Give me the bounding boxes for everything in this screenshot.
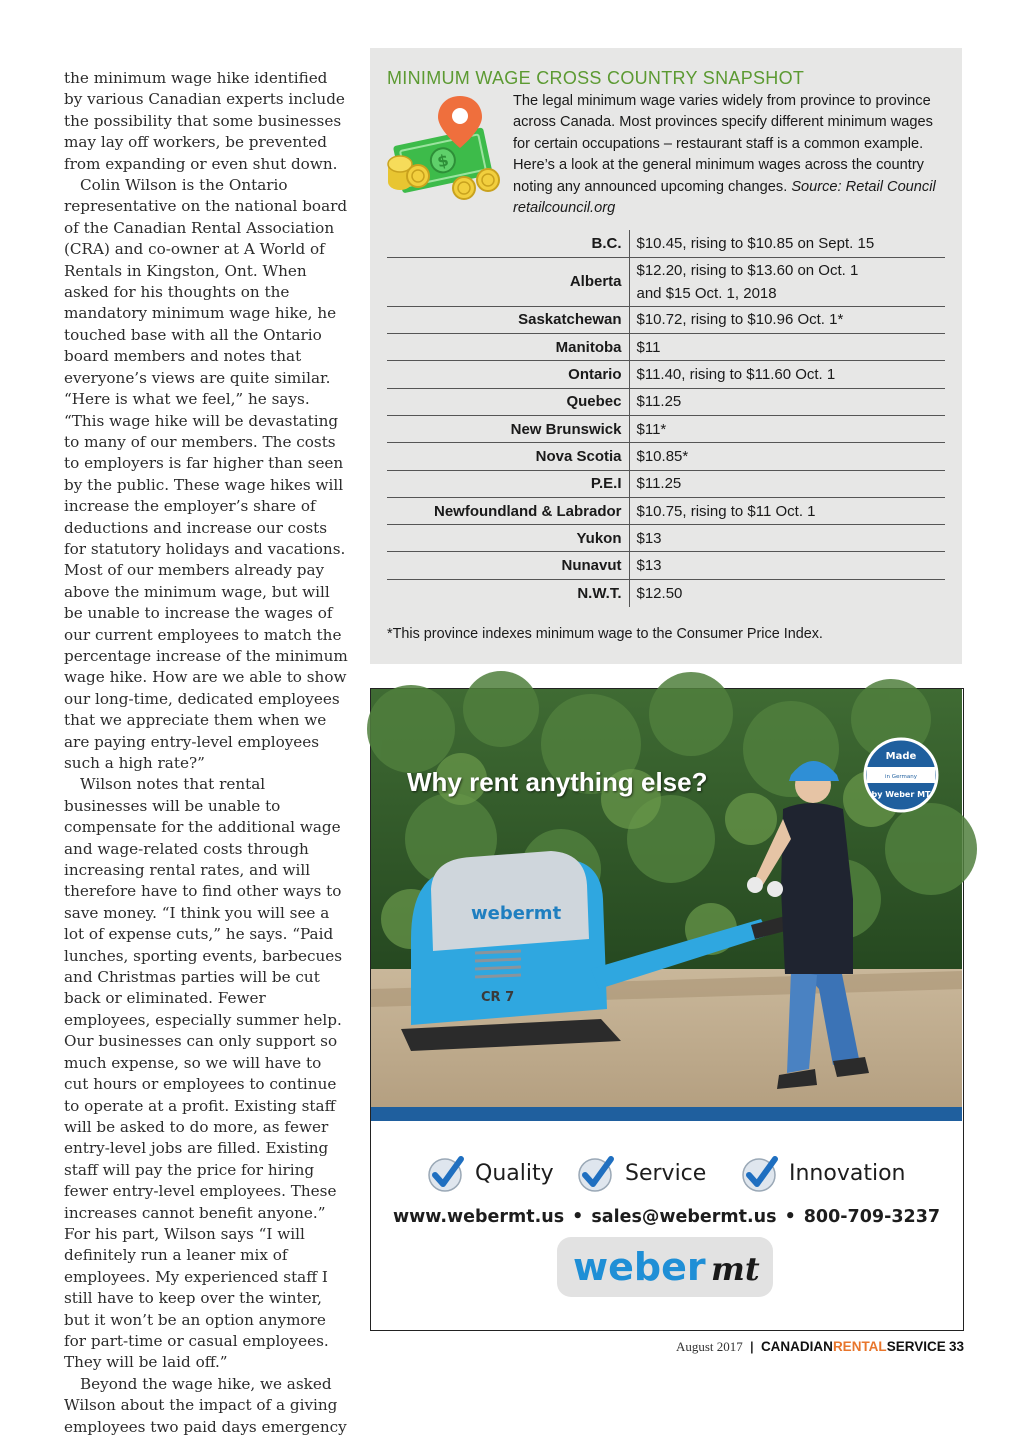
province-cell: N.W.T.	[387, 579, 629, 606]
logo-mt-text: mt	[711, 1250, 760, 1288]
wage-cell: $12.50	[629, 579, 945, 606]
feature-innovation	[741, 1151, 905, 1195]
table-row	[387, 552, 945, 579]
wage-cell: $10.75, rising to $11 Oct. 1	[629, 497, 945, 524]
brand-part-service: SERVICE	[886, 1339, 946, 1354]
province-cell: Manitoba	[387, 334, 629, 361]
publication-name	[761, 1339, 946, 1354]
table-row	[387, 257, 945, 306]
ad-divider-strip	[371, 1107, 962, 1121]
feature-label: Service	[625, 1160, 707, 1186]
wage-cell: $10.45, rising to $10.85 on Sept. 15	[636, 234, 875, 252]
wage-cell: $13	[629, 552, 945, 579]
snapshot-intro-text: The legal minimum wage varies widely from province to province across Canada. Most provinces specify different minimum wages for certain occupations – restaurant staff is a common example. Here’s a look at the general minimum wages across the country noting any announced upcoming changes.	[513, 93, 933, 195]
badge-made-label: Made	[885, 751, 917, 762]
table-row	[387, 443, 945, 470]
ad-contact-line	[371, 1207, 962, 1227]
wage-cell: $11*	[629, 415, 945, 442]
province-cell: New Brunswick	[387, 415, 629, 442]
phone-number: 800-709-3237	[803, 1207, 941, 1227]
money-location-icon	[384, 96, 502, 202]
webermt-logo-mark	[565, 1242, 765, 1292]
bullet-separator: •	[572, 1207, 584, 1227]
ad-headline: Why rent anything else?	[407, 767, 708, 797]
province-cell: Ontario	[387, 361, 629, 388]
email-link[interactable]: sales@webermt.us	[591, 1207, 777, 1227]
badge-weber-label: by Weber MT	[871, 790, 931, 799]
province-cell: Newfoundland & Labrador	[387, 497, 629, 524]
brand-part-canadian: CANADIAN	[760, 1339, 833, 1354]
webermt-advertisement	[370, 688, 964, 1331]
wage-cell: $11.40, rising to $11.60 Oct. 1	[629, 361, 945, 388]
article-paragraph-3: Wilson notes that rental businesses will be unable to compensate for the additional wage and wage-related costs through increasing rental rates, and will therefore have to find other ways to save money. “I think you will see a lot of expense cuts,” he says. “Paid lunches, sporting events, barbecues and Christmas parties will be cut back or eliminated. Fewer employees, especially summer help. Our businesses can only support so much expense, so we will have to cut hours or employees to continue to operate at a profit. Existing staff will be asked to do more, as fewer entry-level jobs are filled. Existing staff will pay the price for hiring fewer entry-level employees. These increases cannot benefit anyone.” For his part, Wilson says “I will definitely run a leaner mix of employees. My experienced staff I still have to keep over the winter, but it won’t be an option anymore for part-time or casual employees. They will be laid off.”	[64, 775, 343, 1372]
machine-brand-label: webermt	[471, 903, 562, 924]
webermt-logo	[557, 1237, 773, 1297]
wage-cell: $10.85*	[629, 443, 945, 470]
page-footer	[676, 1339, 964, 1355]
province-cell: Alberta	[387, 257, 629, 306]
article-paragraph-1: the minimum wage hike identified by various Canadian experts include the possibility that some businesses may lay off workers, be prevented from expanding or even shut down.	[64, 69, 345, 173]
wage-cell: $13	[629, 525, 945, 552]
wage-cell: $11	[629, 334, 945, 361]
website-link[interactable]: www.webermt.us	[392, 1207, 565, 1227]
province-cell: B.C.	[387, 230, 629, 257]
province-cell: Nova Scotia	[387, 443, 629, 470]
table-row	[387, 497, 945, 524]
checkmark-icon	[741, 1153, 779, 1193]
wage-line-2: and $15 Oct. 1, 2018	[636, 284, 777, 302]
snapshot-source: Source: Retail Council retailcouncil.org	[513, 178, 936, 217]
snapshot-footnote: *This province indexes minimum wage to the Consumer Price Index.	[387, 626, 823, 642]
article-paragraph-4: Beyond the wage hike, we asked Wilson about the impact of a giving employees two paid days emergency	[64, 1374, 347, 1436]
compactor-photo	[371, 689, 962, 1117]
checkmark-icon	[427, 1153, 465, 1193]
wage-cell	[629, 257, 945, 306]
badge-germany-label: in Germany	[884, 774, 918, 780]
made-in-germany-badge	[865, 739, 937, 811]
province-cell: P.E.I	[387, 470, 629, 497]
table-row	[387, 415, 945, 442]
feature-label: Quality	[475, 1160, 554, 1186]
feature-service	[577, 1151, 706, 1195]
table-row	[387, 525, 945, 552]
wage-table	[387, 230, 945, 607]
snapshot-intro	[513, 91, 943, 219]
ad-feature-list	[427, 1151, 907, 1195]
footer-separator: |	[750, 1339, 754, 1354]
svg-text:$: $	[435, 150, 451, 172]
brand-part-rental: RENTAL	[832, 1339, 887, 1354]
table-row	[387, 470, 945, 497]
table-row	[387, 388, 945, 415]
issue-date: August 2017	[675, 1339, 743, 1354]
wage-cell: $11.25	[629, 470, 945, 497]
bullet-separator: •	[784, 1207, 796, 1227]
province-cell: Yukon	[387, 525, 629, 552]
wage-cell: $11.25	[629, 388, 945, 415]
article-column	[64, 68, 348, 1438]
logo-weber-text: weber	[573, 1245, 706, 1289]
table-row	[387, 579, 945, 606]
table-row	[387, 230, 945, 257]
table-row	[387, 334, 945, 361]
table-row	[387, 306, 945, 333]
table-row	[387, 361, 945, 388]
feature-label: Innovation	[789, 1160, 906, 1186]
wage-cell: $10.72, rising to $10.96 Oct. 1*	[629, 306, 945, 333]
wage-line-1: $12.20, rising to $13.60 on Oct. 1	[636, 261, 859, 279]
province-cell: Quebec	[387, 388, 629, 415]
checkmark-icon	[577, 1153, 615, 1193]
province-cell: Saskatchewan	[387, 306, 629, 333]
snapshot-title: MINIMUM WAGE CROSS COUNTRY SNAPSHOT	[387, 68, 805, 88]
wage-snapshot-box	[370, 48, 962, 664]
province-cell: Nunavut	[387, 552, 629, 579]
article-paragraph-2: Colin Wilson is the Ontario representative on the national board of the Canadian Rental Association (CRA) and co-owner at A World of Rentals in Kingston, Ont. When asked for his thoughts on the mandatory minimum wage hike, he touched base with all the Ontario board members and notes that everyone’s views are quite similar. “Here is what we feel,” he says. “This wage hike will be devastating to many of our members. The costs to employers is far higher than seen by the public. These wage hikes will increase the employer’s share of deductions and increase our costs for statutory holidays and vacations. Most of our members already pay above the minimum wage, but will be unable to increase the wages of our current employees to match the percentage increase of the minimum wage hike. How are we able to show our long-time, dedicated employees that we appreciate them when we are paying entry-level employees such a high rate?”	[64, 176, 348, 772]
machine-model-label: CR 7	[481, 990, 515, 1005]
page-number: 33	[948, 1339, 964, 1354]
feature-quality	[427, 1151, 554, 1195]
